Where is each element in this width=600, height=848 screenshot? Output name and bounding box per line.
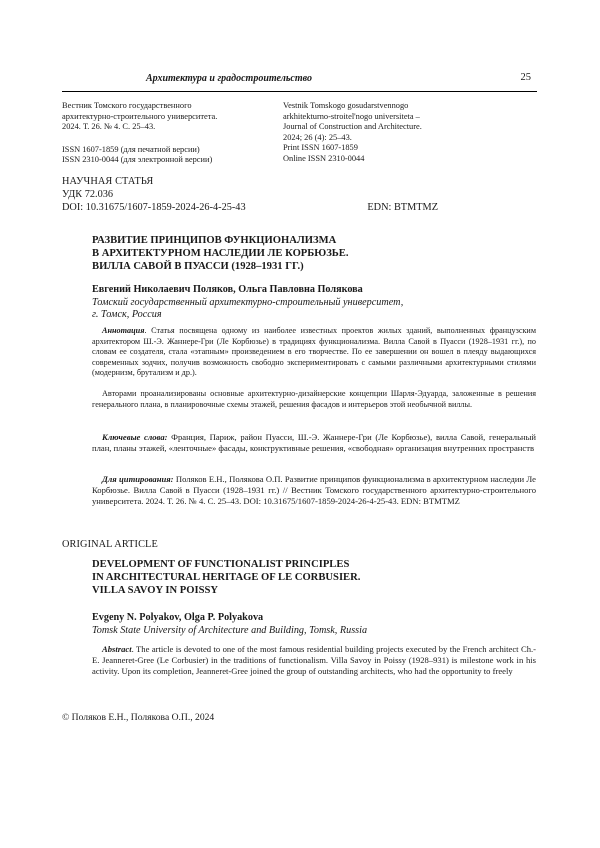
- meta-line: Online ISSN 2310-0044: [283, 153, 365, 163]
- page-number: 25: [520, 72, 531, 83]
- title-line: ВИЛЛА САВОЙ В ПУАССИ (1928–1931 ГГ.): [92, 261, 304, 273]
- article-title-en: [92, 558, 532, 598]
- meta-line: Print ISSN 1607-1859: [283, 143, 358, 153]
- edn: EDN: BTMTMZ: [367, 202, 438, 213]
- journal-meta-en: [283, 101, 523, 165]
- authors-en: Evgeny N. Polyakov, Olga P. Polyakova: [92, 612, 264, 623]
- affiliation-line: г. Томск, Россия: [92, 309, 162, 321]
- article-type-en: ORIGINAL ARTICLE: [62, 539, 158, 550]
- abstract-ru-continued: [92, 389, 536, 410]
- title-line: IN ARCHITECTURAL HERITAGE OF LE CORBUSIER.: [92, 572, 361, 584]
- meta-line: Journal of Construction and Architecture.: [283, 122, 422, 132]
- abstract-label: Аннотация: [102, 326, 145, 335]
- running-header: [62, 72, 537, 92]
- title-line: DEVELOPMENT OF FUNCTIONALIST PRINCIPLES: [92, 559, 350, 570]
- affiliation-line: Томский государственный архитектурно-строительный университет,: [92, 297, 404, 308]
- abstract-en: [92, 644, 536, 676]
- journal-meta-ru: [62, 101, 272, 166]
- article-title-ru: [92, 234, 532, 274]
- citation-text: Поляков Е.Н., Полякова О.П. Развитие принципов функционализма в архитектурном наследии Ле Корбюзье. Вилла Савой в Пуасси (1928–1931 гг.) // Вестник Томского государственного архитектурно-строительного университета. 2024. Т. 26. № 4. С. 25–43. DOI: 10.31675/1607-1859-2024-26-4-25-43. EDN: BTMTMZ: [92, 474, 536, 506]
- abstract-text: Авторами проанализированы основные архитектурно-дизайнерские концепции Шарля-Эдуарда, заложенные в решения генерального плана, в планировочные схемы этажей, решения фасадов и интерьеров этой необычной виллы.: [92, 389, 536, 409]
- abstract-text: . The article is devoted to one of the most famous residential building projects executed by the French architect Ch.-E. Jeanneret-Gree (Le Corbusier) in the traditions of functionalism. Villa Savoy in Poissy (1928–931) is milestone work in his activity. Upon its completion, Jeanneret-Gree joined the group of outstanding architects, who had the opportunity to freely: [92, 644, 536, 676]
- meta-line: архитектурно-строительного университета.: [62, 111, 218, 121]
- title-line: VILLA SAVOY IN POISSY: [92, 585, 219, 597]
- article-type-ru: НАУЧНАЯ СТАТЬЯ: [62, 176, 154, 187]
- doi[interactable]: DOI: 10.31675/1607-1859-2024-26-4-25-43: [62, 202, 246, 213]
- abstract-ru: [92, 326, 536, 379]
- issn-online: ISSN 2310-0044 (для электронной версии): [62, 155, 213, 165]
- title-line: В АРХИТЕКТУРНОМ НАСЛЕДИИ ЛЕ КОРБЮЗЬЕ.: [92, 248, 349, 260]
- authors-ru: Евгений Николаевич Поляков, Ольга Павловна Полякова: [92, 284, 363, 295]
- issn-print: ISSN 1607-1859 (для печатной версии): [62, 144, 200, 154]
- citation-ru: [92, 474, 536, 506]
- meta-line: Вестник Томского государственного: [62, 101, 192, 110]
- keywords-ru: [92, 432, 536, 454]
- udk-code: УДК 72.036: [62, 189, 114, 200]
- meta-line: 2024; 26 (4): 25–43.: [283, 132, 352, 142]
- meta-line: arkhitekturno-stroitel'nogo universiteta –: [283, 111, 420, 121]
- doi-row: [62, 202, 438, 213]
- title-line: РАЗВИТИЕ ПРИНЦИПОВ ФУНКЦИОНАЛИЗМА: [92, 235, 337, 246]
- keywords-text: Франция, Париж, район Пуасси, Ш.-Э. Жаннере-Гри (Ле Корбюзье), вилла Савой, генеральный план, планы этажей, «ленточные» фасады, конктруктивные решения, «свободная» организация внутренних пространств: [92, 432, 536, 453]
- copyright: © Поляков Е.Н., Полякова О.П., 2024: [62, 712, 215, 723]
- abstract-text: . Статья посвящена одному из наиболее известных проектов жилых зданий, выполненных французским архитектором Ш.-Э. Жаннере-Гри (Ле Корбюзье) в традициях функционализма. Вилла Савой в Пуасси (1928–1931 гг.), по словам ее создателя, стала «этапным» произведением в его творчестве. По ее завершении он вошел в плеяду выдающихся современных зодчих, получив возможность свободно экспериментировать с самыми различными архитектурными стилями (модернизм, брутализм и др.).: [92, 326, 536, 377]
- affiliation-ru: [92, 297, 512, 322]
- citation-label: Для цитирования:: [102, 474, 174, 484]
- keywords-label: Ключевые слова:: [102, 432, 168, 442]
- meta-line: 2024. Т. 26. № 4. С. 25–43.: [62, 122, 156, 132]
- affiliation-en: Tomsk State University of Architecture and Building, Tomsk, Russia: [92, 625, 368, 636]
- journal-section-title: Архитектура и градостроительство: [146, 73, 312, 84]
- abstract-label: Abstract: [102, 644, 132, 654]
- meta-line: Vestnik Tomskogo gosudarstvennogo: [283, 101, 409, 110]
